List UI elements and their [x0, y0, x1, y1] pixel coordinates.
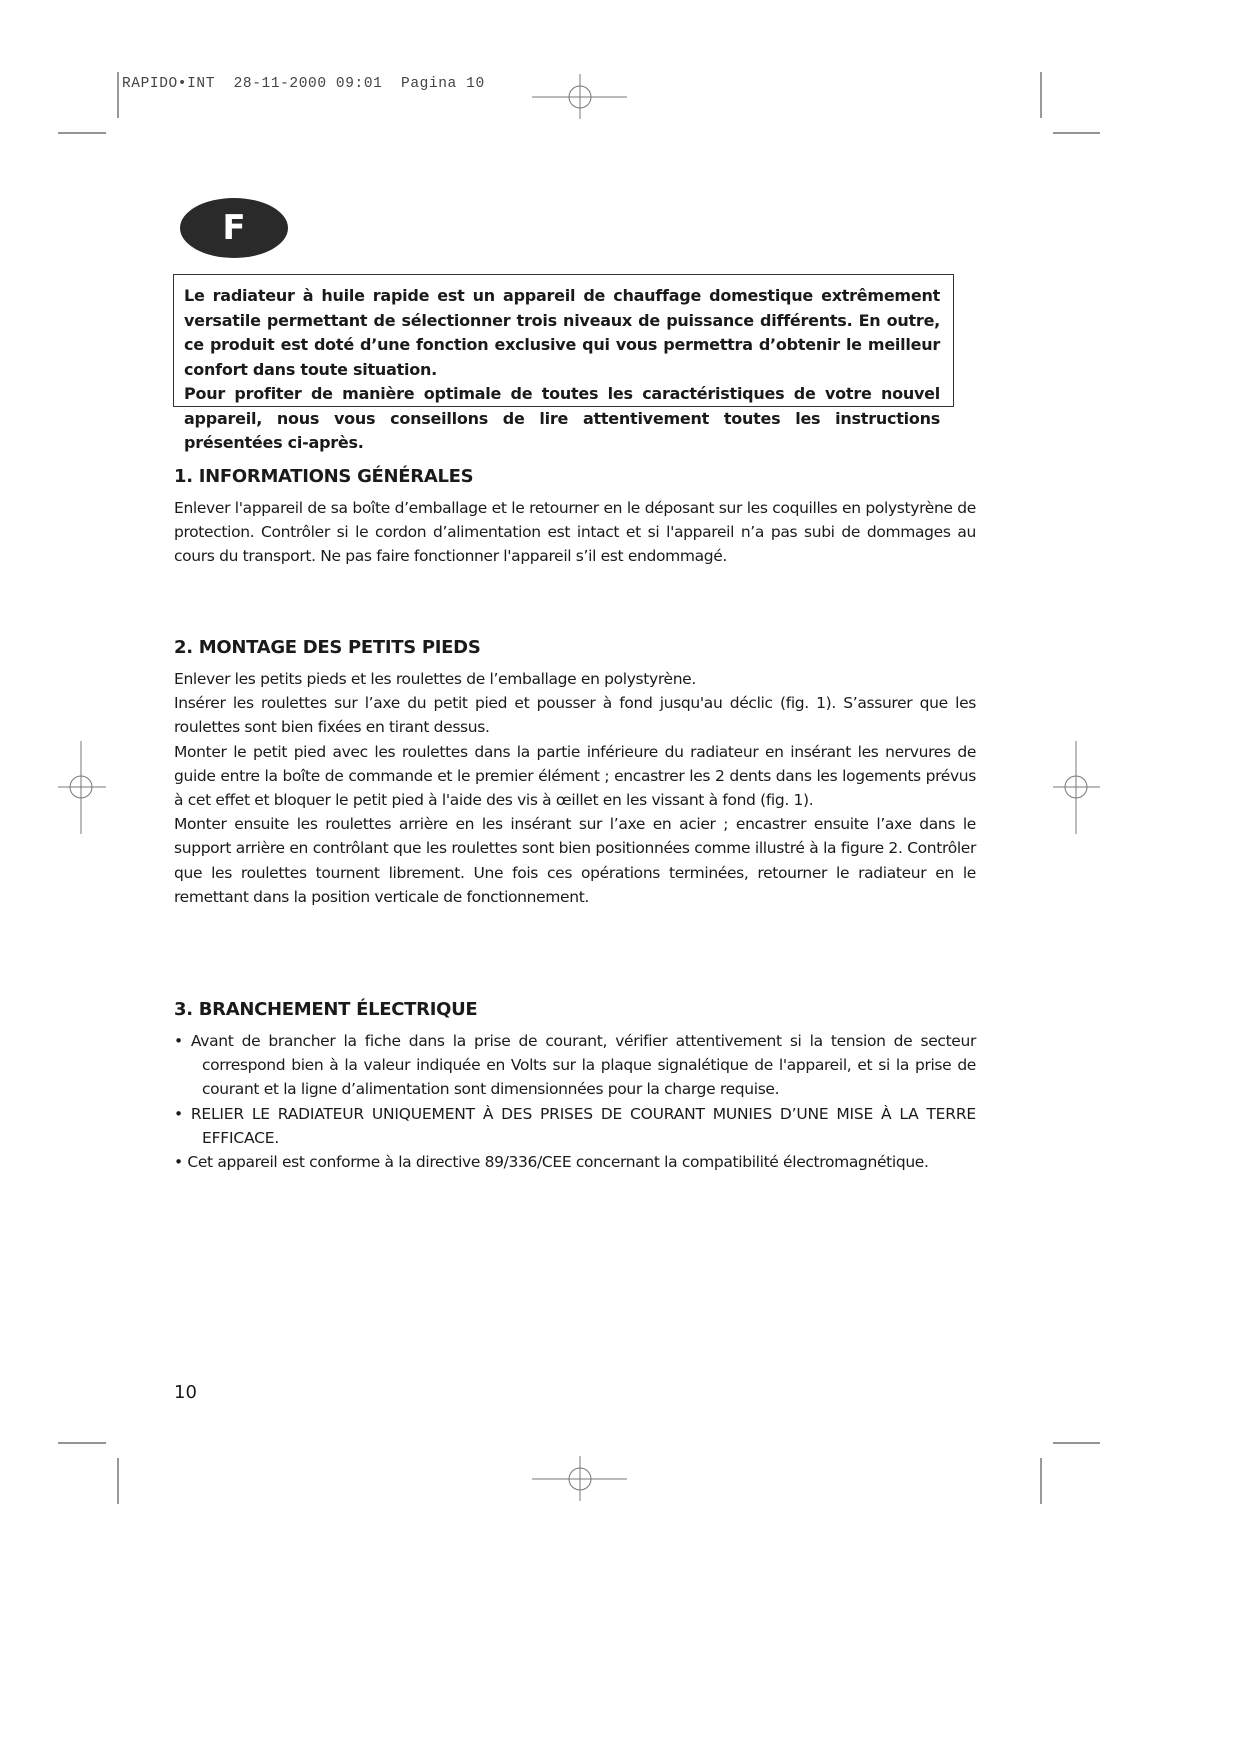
print-slug-header: RAPIDO•INT 28-11-2000 09:01 Pagina 10	[122, 76, 485, 92]
section-feet-assembly	[174, 637, 976, 909]
intro-box	[173, 274, 954, 452]
bullet-item: • RELIER LE RADIATEUR UNIQUEMENT À DES PRISES DE COURANT MUNIES D’UNE MISE À LA TERRE EFFICACE.	[174, 1104, 976, 1147]
section-electrical-connection	[174, 999, 976, 1174]
bullet-item: • Cet appareil est conforme à la directive 89/336/CEE concernant la compatibilité électromagnétique.	[174, 1153, 929, 1172]
section-paragraph: Monter le petit pied avec les roulettes dans la partie inférieure du radiateur en insérant les nervures de guide entre la boîte de commande et le premier élément ; encastrer les 2 dents dans les logements prévus à cet effet et bloquer le petit pied à l'aide des vis à œillet en les vissant à fond (fig. 1).	[174, 742, 976, 810]
section-title: 3. BRANCHEMENT ÉLECTRIQUE	[174, 999, 478, 1020]
section-title: 1. INFORMATIONS GÉNÉRALES	[174, 466, 474, 487]
registration-target-bottom	[532, 1456, 627, 1501]
section-paragraph: Enlever l'appareil de sa boîte d’emballage et le retourner en le déposant sur les coquilles en polystyrène de protection. Contrôler si le cordon d’alimentation est intact et si l'appareil n’a pas subi de dommages au cours du transport. Ne pas faire fonctionner l'appareil s’il est endommagé.	[174, 499, 976, 566]
section-title: 2. MONTAGE DES PETITS PIEDS	[174, 637, 481, 658]
registration-target-top	[532, 74, 627, 119]
registration-target-right	[1053, 741, 1100, 834]
section-general-information	[174, 466, 976, 569]
bullet-item: • Avant de brancher la fiche dans la prise de courant, vérifier attentivement si la tension de secteur correspond bien à la valeur indiquée en Volts sur la plaque signalétique de l'appareil, et si la prise de courant et la ligne d’alimentation sont dimensionnées pour la charge requise.	[174, 1032, 976, 1099]
intro-paragraph-1: Le radiateur à huile rapide est un appareil de chauffage domestique extrêmement versatile permettant de sélectionner trois niveaux de puissance différents. En outre, ce produit est doté d’une fonction exclusive qui vous permettra d’obtenir le meilleur confort dans toute situation.	[184, 286, 940, 379]
section-paragraph: Enlever les petits pieds et les roulettes de l’emballage en polystyrène.	[174, 670, 696, 688]
page-number: 10	[174, 1382, 197, 1403]
section-paragraph: Monter ensuite les roulettes arrière en les insérant sur l’axe en acier ; encastrer ensuite l’axe dans le support arrière en contrôlant que les roulettes sont bien positionnées comme illustré à la figure 2. Contrôler que les roulettes tournent librement. Une fois ces opérations terminées, retourner le radiateur en le remettant dans la position verticale de fonctionnement.	[174, 815, 976, 906]
language-badge: F	[180, 198, 288, 258]
intro-paragraph-2: Pour profiter de manière optimale de toutes les caractéristiques de votre nouvel appareil, nous vous conseillons de lire attentivement toutes les instructions présentées ci-après.	[184, 384, 940, 452]
section-paragraph: Insérer les roulettes sur l’axe du petit pied et pousser à fond jusqu'au déclic (fig. 1). S’assurer que les roulettes sont bien fixées en tirant dessus.	[174, 694, 976, 737]
registration-target-left	[58, 741, 106, 834]
